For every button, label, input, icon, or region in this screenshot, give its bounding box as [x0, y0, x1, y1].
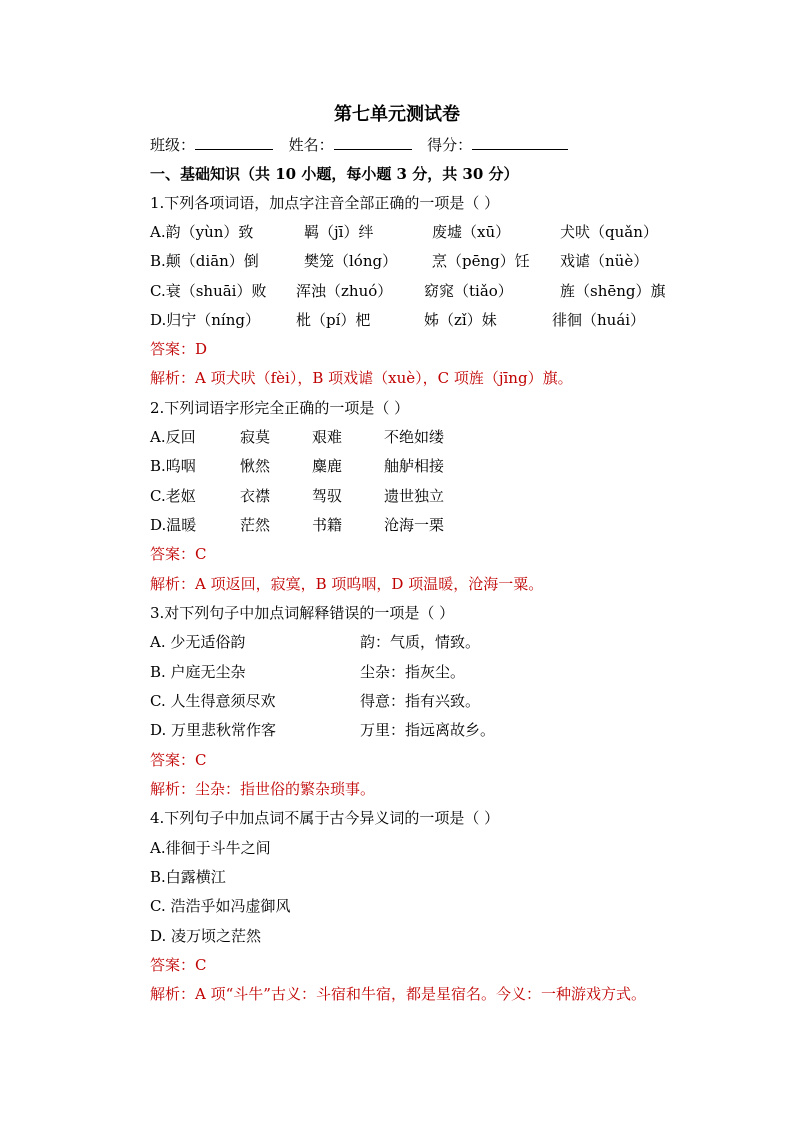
q2-d-1: D.温暖 [150, 516, 197, 534]
q1-b-1: B.颠（diān）倒 [150, 252, 259, 270]
q4-analysis: 解析：A 项“斗牛”古义：斗宿和牛宿，都是星宿名。今义：一种游戏方式。 [150, 985, 646, 1003]
score-field[interactable] [472, 135, 568, 150]
q2-a-3: 艰难 [312, 428, 343, 446]
q1-d-1: D.归宁（níng） [150, 311, 260, 329]
class-field[interactable] [195, 135, 273, 150]
q2-c-1: C.老妪 [150, 487, 196, 505]
q2-a-2: 寂莫 [240, 428, 271, 446]
q2-a-4: 不绝如缕 [384, 428, 445, 446]
q1-d-4: 徘徊（huái） [552, 311, 646, 329]
q1-a-3: 废墟（xū） [432, 223, 511, 241]
q1-c-2: 浑浊（zhuó） [296, 282, 393, 300]
q1-stem: 1.下列各项词语，加点字注音全部正确的一项是（ ） [150, 194, 500, 212]
q2-c-4: 遗世独立 [384, 487, 445, 505]
q2-b-1: B.呜咽 [150, 457, 196, 475]
q1-answer: 答案：D [150, 340, 208, 358]
q3-answer: 答案：C [150, 751, 207, 769]
q1-c-1: C.衰（shuāi）败 [150, 282, 267, 300]
q1-a-2: 羁（jī）绊 [304, 223, 374, 241]
q4-answer: 答案：C [150, 956, 207, 974]
q4-option-c: C. 浩浩乎如冯虚御风 [150, 897, 291, 915]
class-label: 班级： [150, 136, 196, 154]
q1-a-1: A.韵（yùn）致 [150, 223, 254, 241]
q1-c-4: 旌（shēng）旗 [560, 282, 666, 300]
q2-b-2: 愀然 [240, 457, 271, 475]
q2-d-3: 书籍 [312, 516, 343, 534]
q2-analysis: 解析：A 项返回，寂寞，B 项呜咽，D 项温暖，沧海一粟。 [150, 575, 544, 593]
q2-stem: 2.下列词语字形完全正确的一项是（ ） [150, 399, 410, 417]
q3-a-sentence: A. 少无适俗韵 [150, 633, 246, 651]
section-heading: 一、基础知识（共 10 小题，每小题 3 分，共 30 分） [150, 165, 519, 183]
q2-c-2: 衣襟 [240, 487, 271, 505]
score-label: 得分： [427, 136, 473, 154]
name-label: 姓名： [288, 136, 334, 154]
q3-a-gloss: 韵：气质，情致。 [360, 633, 481, 651]
q1-b-2: 樊笼（lóng） [304, 252, 398, 270]
q3-b-gloss: 尘杂：指灰尘。 [360, 663, 466, 681]
q2-d-4: 沧海一栗 [384, 516, 445, 534]
q2-b-3: 麋鹿 [312, 457, 343, 475]
student-info-line [150, 135, 568, 155]
q2-d-2: 茫然 [240, 516, 271, 534]
q4-option-b: B.白露横江 [150, 868, 226, 886]
q4-option-d: D. 凌万顷之茫然 [150, 927, 262, 945]
q3-c-gloss: 得意：指有兴致。 [360, 692, 481, 710]
q1-d-3: 姊（zǐ）妹 [424, 311, 497, 329]
q3-d-gloss: 万里：指远离故乡。 [360, 721, 496, 739]
q2-a-1: A.反回 [150, 428, 196, 446]
q1-b-4: 戏谑（nüè） [560, 252, 649, 270]
q2-c-3: 驾驭 [312, 487, 343, 505]
q3-d-sentence: D. 万里悲秋常作客 [150, 721, 277, 739]
q2-answer: 答案：C [150, 545, 207, 563]
q3-c-sentence: C. 人生得意须尽欢 [150, 692, 276, 710]
q1-d-2: 枇（pí）杷 [296, 311, 371, 329]
q3-stem: 3.对下列句子中加点词解释错误的一项是（ ） [150, 604, 455, 622]
q1-a-4: 犬吠（quǎn） [560, 223, 658, 241]
q1-b-3: 烹（pēng）饪 [432, 252, 530, 270]
page-title: 第七单元测试卷 [334, 104, 460, 125]
q1-c-3: 窈窕（tiǎo） [424, 282, 513, 300]
q2-b-4: 舳舻相接 [384, 457, 445, 475]
name-field[interactable] [334, 135, 412, 150]
q1-analysis: 解析：A 项犬吠（fèi），B 项戏谑（xuè），C 项旌（jīng）旗。 [150, 369, 573, 387]
q4-stem: 4.下列句子中加点词不属于古今异义词的一项是（ ） [150, 809, 500, 827]
q3-b-sentence: B. 户庭无尘杂 [150, 663, 246, 681]
q3-analysis: 解析：尘杂：指世俗的繁杂琐事。 [150, 780, 376, 798]
q4-option-a: A.徘徊于斗牛之间 [150, 839, 271, 857]
